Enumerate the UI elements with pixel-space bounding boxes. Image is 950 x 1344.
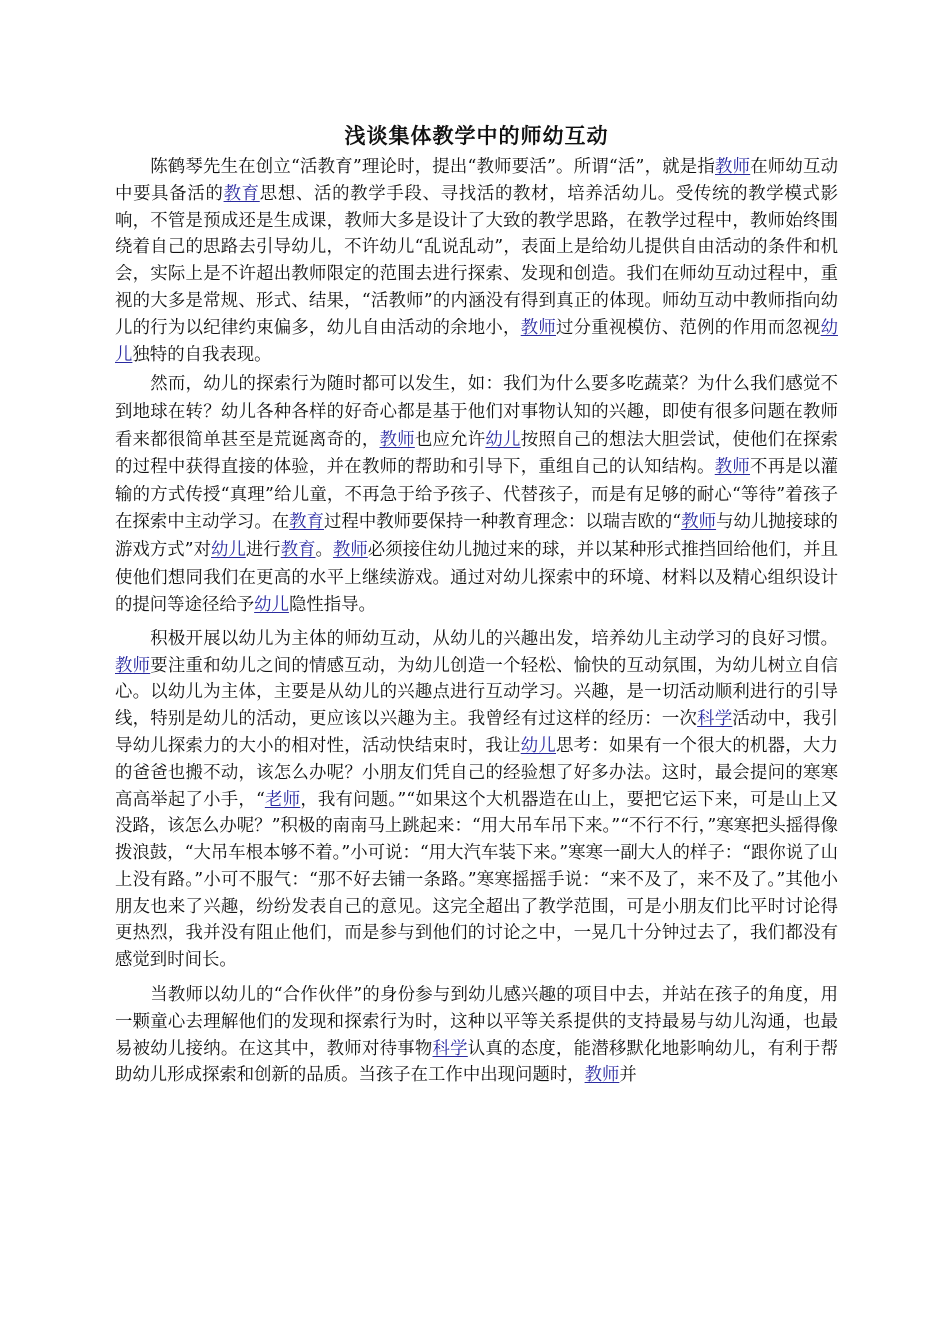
paragraph-2 [115, 371, 838, 619]
text-segment: 在师幼互动中要具备活的 [115, 157, 838, 204]
text-segment: ，我有问题。”“如果这个大机器造在山上，要把它运下来，可是山上又没路，该怎么办呢？”积极的南南马上跳起来：“用大吊车吊下来。”“不行不行，”寒寒把头摇得像拨浪鼓，“大吊车根本够不着。”小可说：“用大汽车装下来。”寒寒一副大人的样子：“跟你说了山上没有路。”小可不服气：“那不好去铺一条路。”寒寒摇摇手说：“来不及了，来不及了。”其他小朋友也来了兴趣，纷纷发表自己的意见。这完全超出了教学范围，可是小朋友们比平时讨论得更热烈，我并没有阻止他们，而是参与到他们的讨论之中，一晃几十分钟过去了，我们都没有感觉到时间长。 [115, 789, 838, 971]
text-segment: 积极开展以幼儿为主体的师幼互动，从幼儿的兴趣出发，培养幼儿主动学习的良好习惯。 [115, 628, 838, 649]
inline-link[interactable]: 教师 [584, 1065, 620, 1086]
inline-link[interactable]: 教师 [714, 457, 751, 478]
inline-link[interactable]: 教育 [223, 183, 260, 204]
inline-link[interactable]: 教育 [289, 512, 324, 533]
text-segment: 与幼儿抛接球的游戏方式”对 [115, 512, 838, 560]
text-segment: 也应允许 [414, 429, 486, 450]
text-segment: 。 [315, 539, 333, 560]
inline-link[interactable]: 教师 [520, 317, 556, 338]
inline-link[interactable]: 老师 [264, 789, 301, 810]
inline-link[interactable]: 教育 [280, 539, 316, 560]
text-segment: 过分重视模仿、范例的作用而忽视 [555, 317, 821, 338]
text-segment: 然而，幼儿的探索行为随时都可以发生，如：我们为什么要多吃蔬菜？为什么我们感觉不到地球在转？幼儿各种各样的好奇心都是基于他们对事物认知的兴趣，即使有很多问题在教师看来都很简单甚至是荒诞离奇的， [115, 374, 838, 450]
text-segment: 按照自己的想法大胆尝试，使他们在探索的过程中获得直接的体验，并在教师的帮助和引导下，重组自己的认知结构。 [115, 429, 838, 478]
inline-link[interactable]: 教师 [681, 512, 717, 533]
text-segment: 思考：如果有一个很大的机器，大力的爸爸也搬不动，该怎么办呢？小朋友们凭自己的经验想了好多办法。这时，最会提问的寒寒高高举起了小手，“ [115, 735, 838, 810]
inline-link[interactable]: 教师 [379, 429, 415, 450]
paragraph-3 [115, 626, 838, 974]
paragraph-4 [115, 982, 838, 1089]
text-segment: 认真的态度，能潜移默化地影响幼儿，有利于帮助幼儿形成探索和创新的品质。当孩子在工作中出现问题时， [115, 1038, 838, 1086]
inline-link[interactable]: 幼儿 [211, 539, 246, 560]
text-segment: 过程中教师要保持一种教育理念：以瑞吉欧的“ [324, 512, 682, 533]
document-title: 浅谈集体教学中的师幼互动 [344, 124, 609, 148]
text-segment: 活动中，我引导幼儿探索力的大小的相对性，活动快结束时，我让 [115, 709, 838, 756]
inline-link[interactable]: 幼儿 [520, 735, 556, 756]
text-segment: 思想、活的教学手段、寻找活的教材，培养活幼儿。受传统的教学模式影响，不管是预成还是生成课，教师大多是设计了大致的教学思路，在教学过程中，教师始终围绕着自己的思路去引导幼儿，不许幼儿“乱说乱动”，表面上是给幼儿提供自由活动的条件和机会，实际上是不许超出教师限定的范围去进行探索、发现和创造。我们在师幼互动过程中，重视的大多是常规、形式、结果，“活教师”的内涵没有得到真正的体现。师幼互动中教师指向幼儿的行为以纪律约束偏多，幼儿自由活动的余地小， [115, 183, 838, 338]
inline-link[interactable]: 教师 [715, 157, 751, 177]
inline-link[interactable]: 教师 [332, 539, 368, 560]
inline-link[interactable]: 幼儿 [485, 429, 521, 450]
text-segment: 当教师以幼儿的“合作伙伴”的身份参与到幼儿感兴趣的项目中去，并站在孩子的角度，用一颗童心去理解他们的发现和探索行为时，这种以平等关系提供的支持最易与幼儿沟通，也最易被幼儿接纳。在这其中，教师对待事物 [115, 985, 838, 1059]
inline-link[interactable]: 科学 [432, 1038, 468, 1059]
text-segment: 独特的自我表现。 [132, 344, 272, 365]
text-segment: 陈鹤琴先生在创立“活教育”理论时，提出“教师要活”。所谓“活”，就是指 [115, 157, 715, 177]
text-segment: 要注重和幼儿之间的情感互动，为幼儿创造一个轻松、愉快的互动氛围，为幼儿树立自信心。以幼儿为主体，主要是从幼儿的兴趣点进行互动学习。兴趣，是一切活动顺利进行的引导线，特别是幼儿的活动，更应该以兴趣为主。我曾经有过这样的经历：一次 [115, 655, 838, 730]
text-segment: 并 [619, 1065, 637, 1086]
text-segment: 不再是以灌输的方式传授“真理”给儿童，不再急于给予孩子、代替孩子，而是有足够的耐心“等待”着孩子在探索中主动学习。在 [115, 457, 838, 533]
paragraph-1 [115, 154, 838, 368]
inline-link[interactable]: 幼儿 [254, 595, 289, 616]
text-segment: 必须接住幼儿抛过来的球，并以某种形式推挡回给他们，并且使他们想同我们在更高的水平上继续游戏。通过对幼儿探索中的环境、材料以及精心组织设计的提问等途径给予 [115, 539, 838, 616]
text-segment: 进行 [245, 539, 281, 560]
inline-link[interactable]: 幼儿 [115, 317, 838, 365]
text-segment: 隐性指导。 [288, 595, 376, 616]
inline-link[interactable]: 科学 [697, 709, 733, 730]
document-page [115, 118, 838, 1089]
inline-link[interactable]: 教师 [115, 655, 151, 676]
